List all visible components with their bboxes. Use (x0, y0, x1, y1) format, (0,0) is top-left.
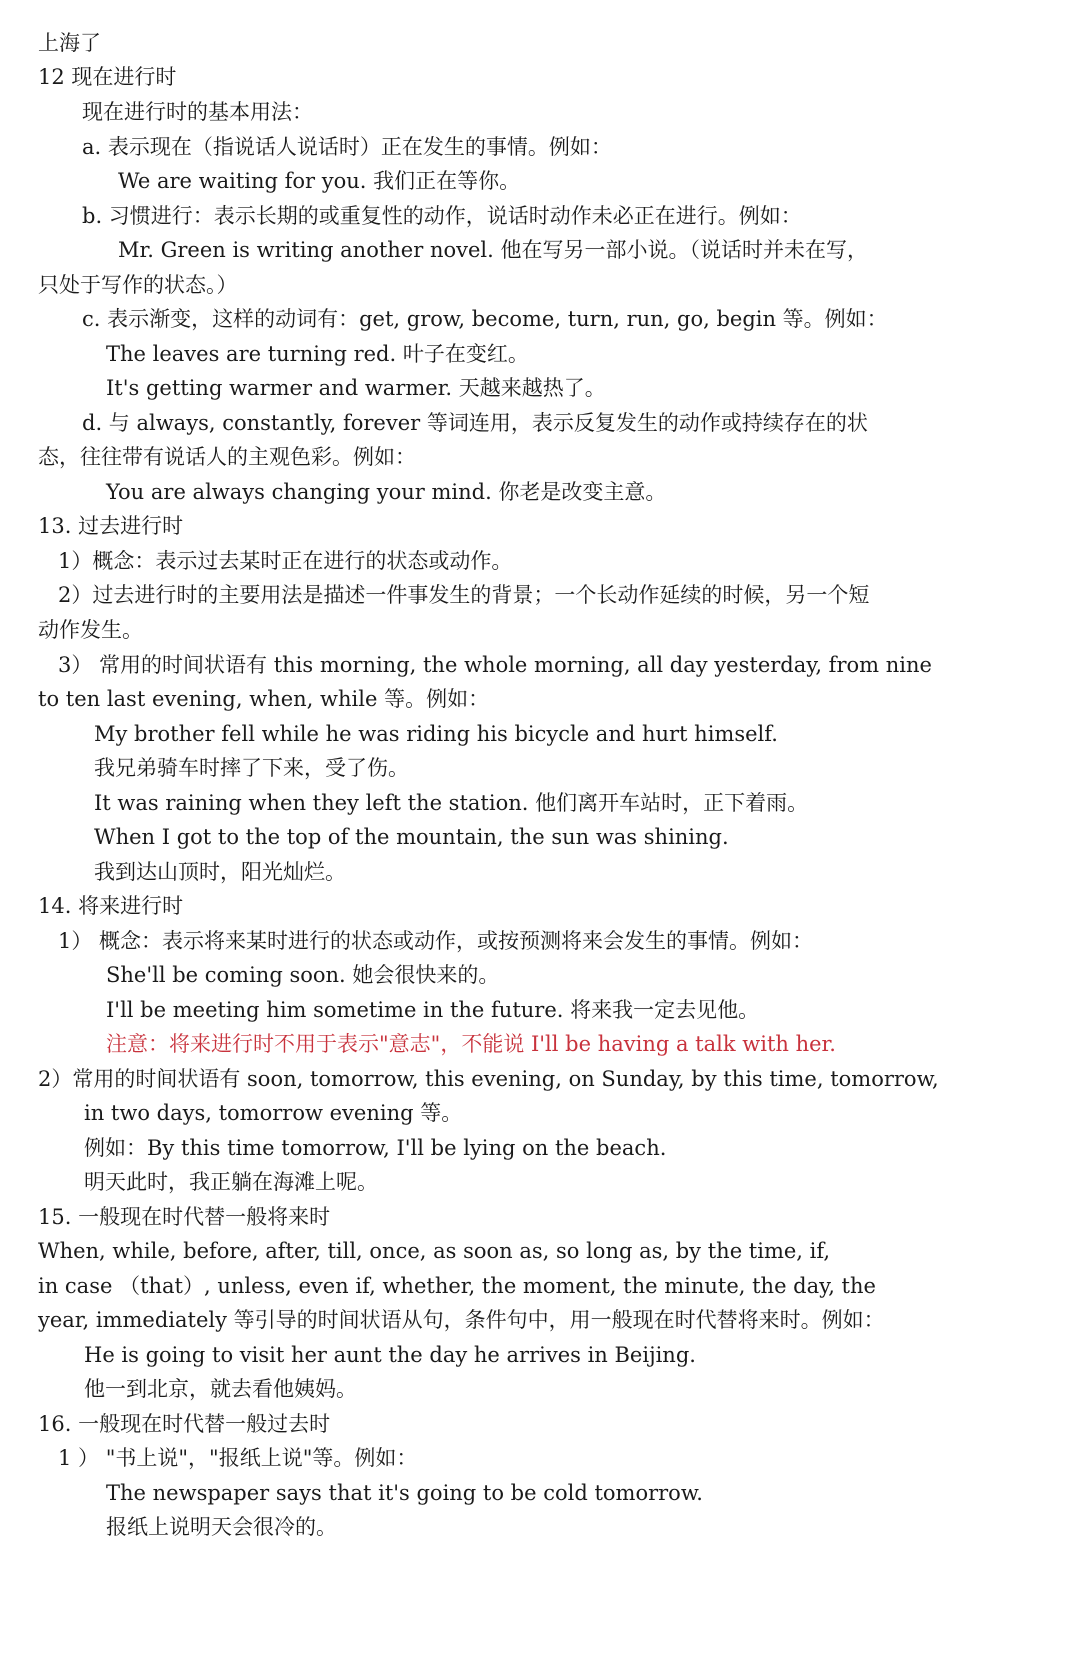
item-1: 1）概念：表示过去某时正在进行的状态或动作。 (58, 549, 513, 573)
example: He is going to visit her aunt the day he arrives in Beijing. (84, 1343, 696, 1367)
item-d-continued: 态，往往带有说话人的主观色彩。例如： (38, 445, 416, 469)
paragraph: year, immediately 等引导的时间状语从句，条件句中，用一般现在时代替将来时。例如： (38, 1308, 885, 1332)
example-translation: 报纸上说明天会很冷的。 (106, 1515, 337, 1539)
example: We are waiting for you. 我们正在等你。 (118, 169, 521, 193)
subheading: 现在进行时的基本用法： (82, 100, 313, 124)
example-translation: 我到达山顶时，阳光灿烂。 (94, 860, 346, 884)
continued-text: 上海了 (38, 31, 101, 55)
section-heading-13: 13. 过去进行时 (38, 514, 184, 538)
paragraph: in case （that）, unless, even if, whether, the moment, the minute, the day, the (38, 1274, 876, 1298)
example: It's getting warmer and warmer. 天越来越热了。 (106, 376, 606, 400)
section-heading-16: 16. 一般现在时代替一般过去时 (38, 1412, 331, 1436)
example: Mr. Green is writing another novel. 他在写另一部小说。（说话时并未在写， (118, 238, 868, 262)
section-heading-12: 12 现在进行时 (38, 65, 177, 89)
example: You are always changing your mind. 你老是改变主意。 (106, 480, 667, 504)
example: She'll be coming soon. 她会很快来的。 (106, 963, 500, 987)
item-2: 2）过去进行时的主要用法是描述一件事发生的背景；一个长动作延续的时候，另一个短 (58, 583, 870, 607)
section-heading-14: 14. 将来进行时 (38, 894, 184, 918)
example: The leaves are turning red. 叶子在变红。 (106, 342, 529, 366)
paragraph: When, while, before, after, till, once, as soon as, so long as, by the time, if, (38, 1239, 831, 1263)
example-translation: 他一到北京，就去看他姨妈。 (84, 1377, 357, 1401)
item-1: 1） 概念：表示将来某时进行的状态或动作，或按预测将来会发生的事情。例如： (58, 929, 814, 953)
example: 例如：By this time tomorrow, I'll be lying on the beach. (84, 1136, 667, 1160)
item-3-continued: to ten last evening, when, while 等。例如： (38, 687, 490, 711)
example-translation: 明天此时，我正躺在海滩上呢。 (84, 1170, 378, 1194)
item-2: 2）常用的时间状语有 soon, tomorrow, this evening, on Sunday, by this time, tomorrow, (38, 1067, 939, 1091)
item-2-continued: in two days, tomorrow evening 等。 (84, 1101, 463, 1125)
item-c: c. 表示渐变，这样的动词有：get, grow, become, turn, run, go, begin 等。例如： (82, 307, 888, 331)
item-b: b. 习惯进行：表示长期的或重复性的动作，说话时动作未必正在进行。例如： (82, 204, 802, 228)
example: It was raining when they left the station. 他们离开车站时，正下着雨。 (94, 791, 809, 815)
section-heading-15: 15. 一般现在时代替一般将来时 (38, 1205, 331, 1229)
example-translation: 我兄弟骑车时摔了下来，受了伤。 (94, 756, 409, 780)
example-continued: 只处于写作的状态。） (38, 273, 238, 297)
example: When I got to the top of the mountain, the sun was shining. (94, 825, 729, 849)
example: I'll be meeting him sometime in the future. 将来我一定去见他。 (106, 998, 760, 1022)
example: The newspaper says that it's going to be cold tomorrow. (106, 1481, 703, 1505)
item-3: 3） 常用的时间状语有 this morning, the whole morning, all day yesterday, from nine (58, 653, 932, 677)
item-a: a. 表示现在（指说话人说话时）正在发生的事情。例如： (82, 135, 612, 159)
item-d: d. 与 always, constantly, forever 等词连用，表示反复发生的动作或持续存在的状 (82, 411, 868, 435)
note-text: 注意：将来进行时不用于表示"意志"，不能说 I'll be having a talk with her. (106, 1032, 836, 1056)
example: My brother fell while he was riding his bicycle and hurt himself. (94, 722, 778, 746)
item-1: 1 ） "书上说"，"报纸上说"等。例如： (58, 1446, 418, 1470)
item-2-continued: 动作发生。 (38, 618, 143, 642)
